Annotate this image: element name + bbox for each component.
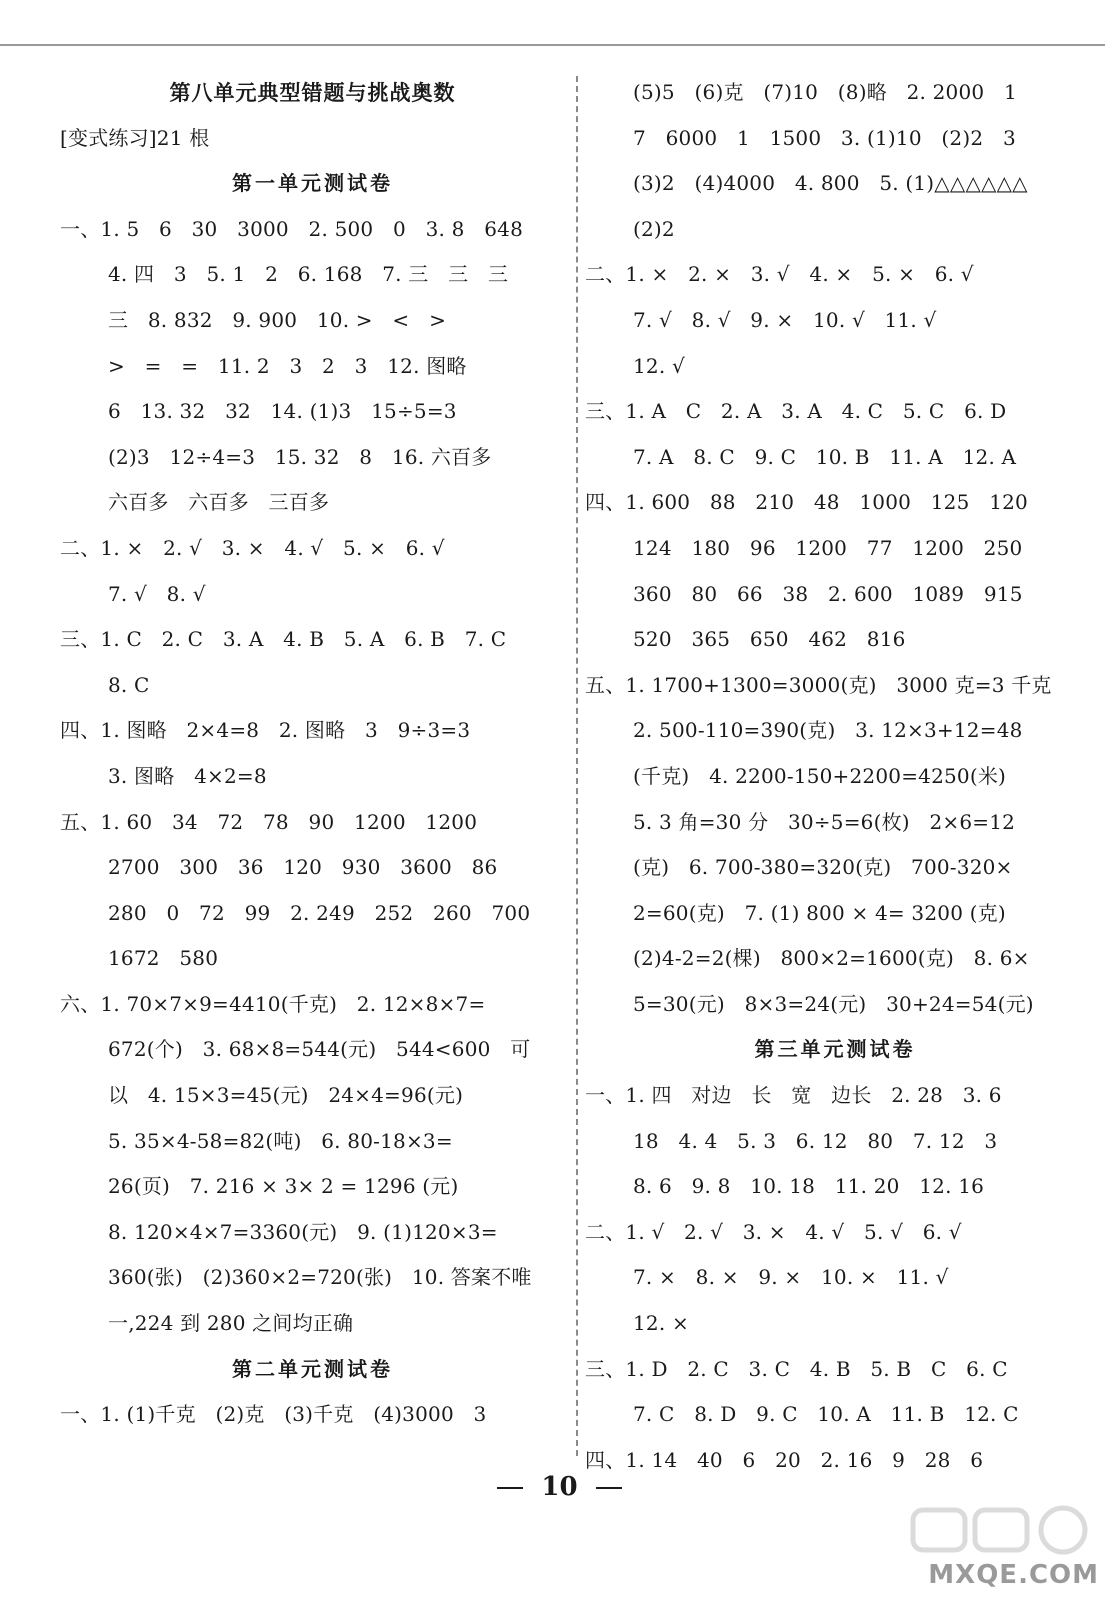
- watermark-text: MXQE.COM: [928, 1560, 1099, 1590]
- answer-line: 四、1. 图略 2×4=8 2. 图略 3 9÷3=3: [60, 718, 471, 743]
- answer-line: 7. √ 8. √: [108, 581, 206, 606]
- answer-line: 672(个) 3. 68×8=544(元) 544<600 可: [108, 1037, 531, 1062]
- answer-line: 一,224 到 280 之间均正确: [108, 1311, 354, 1336]
- answer-line: 2700 300 36 120 930 3600 86: [108, 855, 498, 880]
- answer-line: (2)3 12÷4=3 15. 32 8 16. 六百多: [108, 444, 492, 469]
- answer-line: 5. 35×4-58=82(吨) 6. 80-18×3=: [108, 1128, 453, 1153]
- answer-line: 12. √: [633, 353, 685, 378]
- answer-line: 三 8. 832 9. 900 10. > < >: [108, 307, 447, 332]
- answer-line: 360 80 66 38 2. 600 1089 915: [633, 581, 1023, 606]
- answer-line: 7. √ 8. √ 9. × 10. √ 11. √: [633, 307, 937, 332]
- answer-line: 一、1. (1)千克 (2)克 (3)千克 (4)3000 3: [60, 1402, 487, 1427]
- answer-line: 6 13. 32 32 14. (1)3 15÷5=3: [108, 399, 457, 424]
- answer-line: 12. ×: [633, 1311, 689, 1336]
- answer-line: > = = 11. 2 3 2 3 12. 图略: [108, 353, 467, 378]
- answer-line: 二、1. √ 2. √ 3. × 4. √ 5. √ 6. √: [585, 1219, 962, 1244]
- answer-line: 三、1. C 2. C 3. A 4. B 5. A 6. B 7. C: [60, 627, 507, 652]
- answer-line: (3)2 (4)4000 4. 800 5. (1)△△△△△△: [633, 171, 1028, 196]
- answer-line: 六、1. 70×7×9=4410(千克) 2. 12×8×7=: [60, 991, 486, 1016]
- answer-line: [变式练习]21 根: [60, 125, 210, 150]
- answer-line: 360(张) (2)360×2=720(张) 10. 答案不唯: [108, 1265, 532, 1290]
- answer-line: 124 180 96 1200 77 1200 250: [633, 535, 1023, 560]
- column-divider: [576, 76, 578, 1456]
- answer-line: (克) 6. 700-380=320(克) 700-320×: [633, 855, 1013, 880]
- right-column: [585, 70, 1085, 1483]
- top-rule: [0, 44, 1105, 46]
- answer-line: 4. 四 3 5. 1 2 6. 168 7. 三 三 三: [108, 262, 509, 287]
- answer-line: 二、1. × 2. √ 3. × 4. √ 5. × 6. √: [60, 535, 445, 560]
- section-title: 第二单元测试卷: [232, 1356, 393, 1381]
- answer-line: 五、1. 1700+1300=3000(克) 3000 克=3 千克: [585, 672, 1052, 697]
- page-number-dash-right: [596, 1487, 622, 1489]
- answer-line: 2. 500-110=390(克) 3. 12×3+12=48: [633, 718, 1023, 743]
- answer-line: 7 6000 1 1500 3. (1)10 (2)2 3: [633, 125, 1016, 150]
- answer-line: 三、1. A C 2. A 3. A 4. C 5. C 6. D: [585, 399, 1007, 424]
- answer-line: 五、1. 60 34 72 78 90 1200 1200: [60, 809, 478, 834]
- answer-line: 四、1. 600 88 210 48 1000 125 120: [585, 490, 1028, 515]
- page-number: [0, 1472, 1119, 1502]
- answer-line: 26(页) 7. 216 × 3× 2 = 1296 (元): [108, 1174, 459, 1199]
- page-number-dash-left: [497, 1487, 523, 1489]
- answer-line: (千克) 4. 2200-150+2200=4250(米): [633, 763, 1007, 788]
- section-title: 第一单元测试卷: [232, 171, 393, 196]
- answer-line: 以 4. 15×3=45(元) 24×4=96(元): [108, 1083, 464, 1108]
- answer-line: 8. C: [108, 672, 150, 697]
- answer-line: 7. C 8. D 9. C 10. A 11. B 12. C: [633, 1402, 1019, 1427]
- section-title: 第三单元测试卷: [754, 1037, 916, 1062]
- answer-line: 7. A 8. C 9. C 10. B 11. A 12. A: [633, 444, 1017, 469]
- answer-line: 3. 图略 4×2=8: [108, 763, 267, 788]
- answer-line: 5=30(元) 8×3=24(元) 30+24=54(元): [633, 991, 1034, 1016]
- answer-line: (2)2: [633, 216, 675, 241]
- left-column: [60, 70, 565, 1438]
- page-number-value: 10: [541, 1472, 578, 1502]
- answer-line: 18 4. 4 5. 3 6. 12 80 7. 12 3: [633, 1128, 998, 1153]
- answer-line: 8. 120×4×7=3360(元) 9. (1)120×3=: [108, 1219, 498, 1244]
- answer-line: 520 365 650 462 816: [633, 627, 906, 652]
- answer-line: 2=60(克) 7. (1) 800 × 4= 3200 (克): [633, 900, 1006, 925]
- answer-line: 一、1. 5 6 30 3000 2. 500 0 3. 8 648: [60, 216, 524, 241]
- answer-line: 六百多 六百多 三百多: [108, 490, 330, 515]
- answer-line: 二、1. × 2. × 3. √ 4. × 5. × 6. √: [585, 262, 974, 287]
- answer-line: 三、1. D 2. C 3. C 4. B 5. B C 6. C: [585, 1356, 1008, 1381]
- answer-line: 280 0 72 99 2. 249 252 260 700: [108, 900, 531, 925]
- answer-line: 7. × 8. × 9. × 10. × 11. √: [633, 1265, 949, 1290]
- answer-line: 8. 6 9. 8 10. 18 11. 20 12. 16: [633, 1174, 985, 1199]
- answer-line: 四、1. 14 40 6 20 2. 16 9 28 6: [585, 1447, 984, 1472]
- section-title: 第八单元典型错题与挑战奥数: [169, 80, 456, 105]
- answer-line: 1672 580: [108, 946, 219, 971]
- answer-line: 一、1. 四 对边 长 宽 边长 2. 28 3. 6: [585, 1083, 1002, 1108]
- answer-line: (2)4-2=2(棵) 800×2=1600(克) 8. 6×: [633, 946, 1030, 971]
- answer-line: (5)5 (6)克 (7)10 (8)略 2. 2000 1: [633, 80, 1017, 104]
- answer-line: 5. 3 角=30 分 30÷5=6(枚) 2×6=12: [633, 809, 1016, 834]
